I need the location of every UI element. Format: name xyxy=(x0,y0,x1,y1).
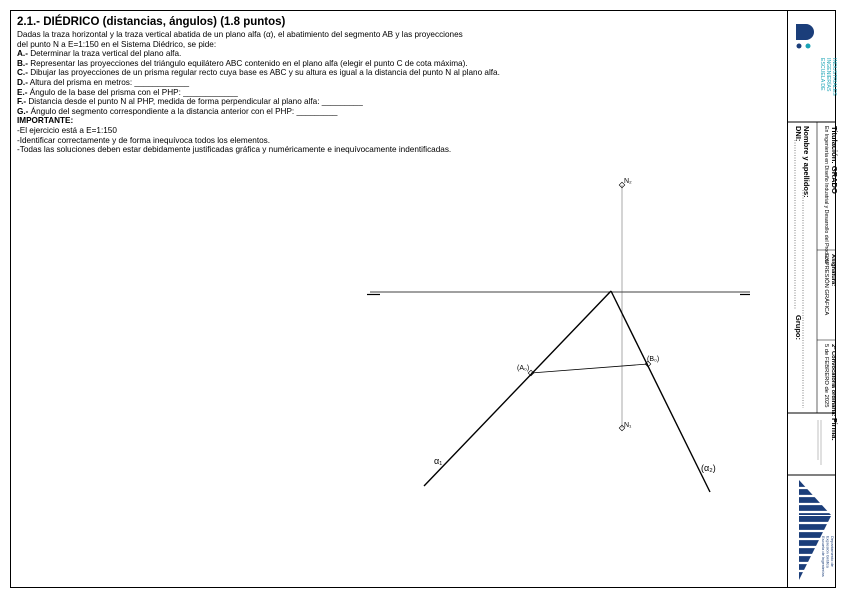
intro-line-2: del punto N a E=1:150 en el Sistema Diédrico, se pide: xyxy=(17,39,217,49)
item-key: A.- xyxy=(17,49,28,59)
item-text: Altura del prisma en metros: ____________ xyxy=(29,77,190,87)
n2-label: N₂ xyxy=(624,178,632,185)
a0-label: (A₀) xyxy=(517,365,530,372)
asignatura-value: EXPRESIÓN GRÁFICA xyxy=(823,254,829,316)
segment-a0-b0 xyxy=(531,364,648,373)
important-line-3: -Todas las soluciones deben estar debidamente justificadas gráfica y numéricamente e inequívocamente indentificadas. xyxy=(17,145,452,155)
dept-name-line-1: Departamento de xyxy=(830,536,835,567)
dept-name-line-3: Escuela de Ingenierías xyxy=(821,536,826,577)
item-text: Dibujar las proyecciones de un prisma regular recto cuya base es ABC y su altura es igual a la distancia del punto N al plano alfa. xyxy=(30,68,500,78)
item-text: Determinar la traza vertical del plano alfa. xyxy=(30,49,182,59)
convocatoria-label: 2ª Convocatoria ordinaria: xyxy=(830,344,836,417)
b0-label: (B₀) xyxy=(647,356,660,363)
n1-label: N₁ xyxy=(624,422,632,429)
item-key: D.- xyxy=(17,77,28,87)
titulacion-value: En Ingeniería en Diseño Industrial y Desarrollo del Producto xyxy=(823,126,829,264)
item-key: G.- xyxy=(17,106,29,116)
item-text: Representar las proyecciones del triángulo equilátero ABC contenido en el plano alfa (elegir el punto C de cota máxima). xyxy=(30,58,468,68)
school-name-line-1: ESCUELA DE xyxy=(819,58,825,91)
department-logo xyxy=(793,480,835,580)
item-key: F.- xyxy=(17,97,27,107)
item-text: Distancia desde el punto N al PHP, medida de forma perpendicular al plano alfa: _________ xyxy=(28,97,363,107)
important-line-1: -El ejercicio está a E=1:150 xyxy=(17,125,117,135)
asignatura-label: Asignatura: xyxy=(830,254,836,287)
dni-label: DNI: xyxy=(794,126,803,142)
intro-line-1: Dadas la traza horizontal y la traza vertical abatida de un plano alfa (α), el abatimiento del segmento AB y las proyecciones xyxy=(17,30,463,39)
dept-logo-upper xyxy=(799,480,831,515)
important-label: IMPORTANTE: xyxy=(17,116,74,126)
logo-dot xyxy=(806,44,811,49)
logo-dot xyxy=(797,44,802,49)
firma-label: Firma: xyxy=(830,418,839,441)
sidebar-content xyxy=(787,10,839,588)
grupo-label: Grupo: xyxy=(794,315,803,340)
alpha2-trace xyxy=(611,291,710,492)
school-name-line-2: INGENIERÍAS xyxy=(825,58,831,92)
convocatoria-value: 5 de FEBRERO de 2025 xyxy=(823,344,829,408)
dept-name-line-2: Expresión Gráfica xyxy=(825,536,831,568)
item-key: E.- xyxy=(17,87,28,97)
nombre-label: Nombre y apellidos: xyxy=(802,126,811,198)
alpha2-label: (α₂) xyxy=(701,463,716,473)
item-text: Ángulo del segmento correspondiente a la distancia anterior con el PHP: _________ xyxy=(30,106,338,116)
exercise-title: 2.1.- DIÉDRICO (distancias, ángulos) (1.8 puntos) xyxy=(17,16,286,28)
school-name-line-3: INDUSTRIALES xyxy=(831,58,837,96)
item-text: Ángulo de la base del prisma con el PHP: ____________ xyxy=(29,87,238,97)
logo-d-shape xyxy=(796,24,814,40)
item-key: B.- xyxy=(17,58,28,68)
school-logo xyxy=(796,24,837,96)
alpha1-trace xyxy=(424,291,611,486)
firma-box-content xyxy=(818,420,821,465)
item-key: C.- xyxy=(17,68,28,78)
alpha1-label: α₁ xyxy=(434,456,443,466)
titulacion-label: Titulación: GRADO xyxy=(830,126,839,194)
important-line-2: -Identificar correctamente y de forma inequívoca todos los elementos. xyxy=(17,135,271,145)
